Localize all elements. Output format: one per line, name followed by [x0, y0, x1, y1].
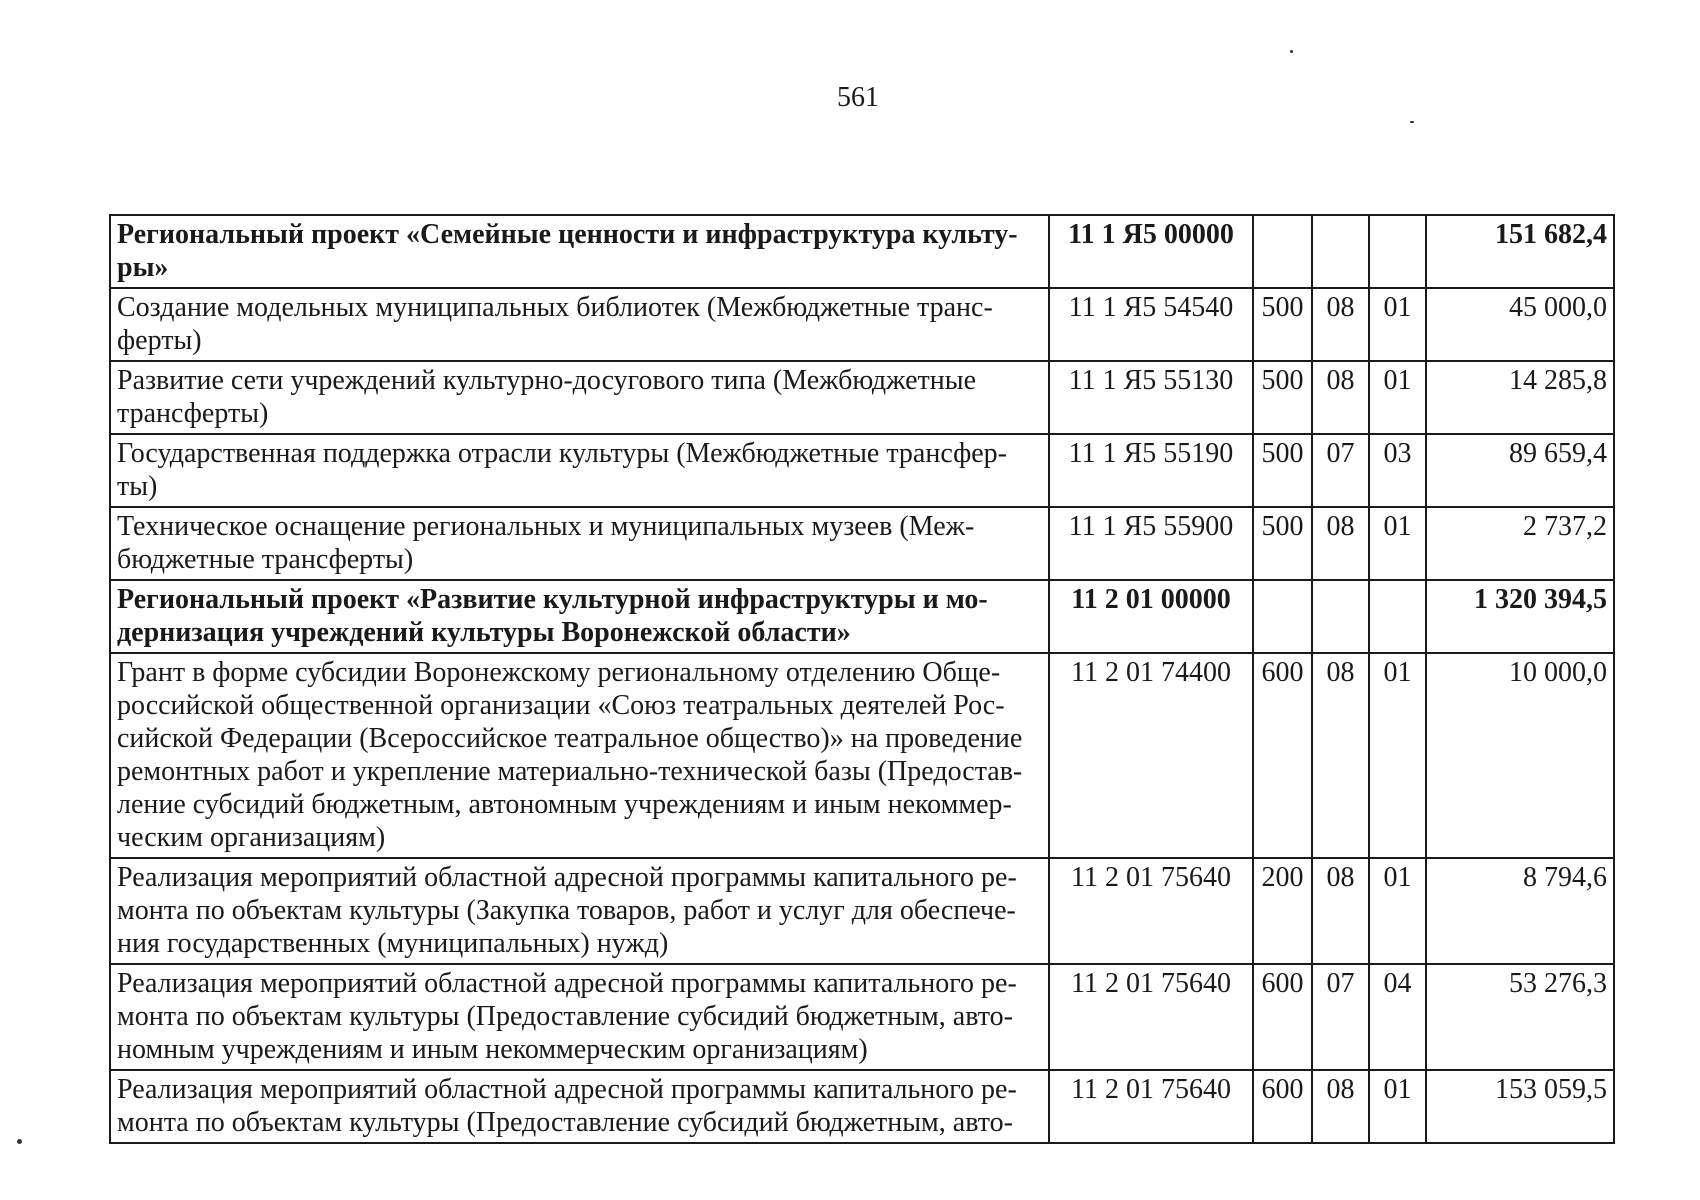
expense-name-cell: Государственная поддержка отрасли культуры (Межбюджетные трансфер-ты): [110, 434, 1049, 507]
subsection-cell: 04: [1369, 964, 1426, 1070]
expense-type-cell: 600: [1253, 1070, 1312, 1143]
subsection-cell: 01: [1369, 858, 1426, 964]
amount-cell: 89 659,4: [1426, 434, 1614, 507]
expense-name-cell: Региональный проект «Семейные ценности и инфраструктура культу-ры»: [110, 215, 1049, 288]
expense-type-cell: 600: [1253, 653, 1312, 858]
table-row: [110, 507, 1614, 580]
table-row: [110, 964, 1614, 1070]
amount-cell: 45 000,0: [1426, 288, 1614, 361]
amount-cell: 153 059,5: [1426, 1070, 1614, 1143]
expense-type-cell: 500: [1253, 507, 1312, 580]
subsection-cell: 01: [1369, 507, 1426, 580]
expense-name-cell: Реализация мероприятий областной адресной программы капитального ре-монта по объектам культуры (Предоставление субсидий бюджетным, авто-: [110, 1070, 1049, 1143]
scan-speck: [17, 1139, 22, 1144]
page-number: 561: [837, 82, 879, 113]
amount-cell: 10 000,0: [1426, 653, 1614, 858]
amount-cell: 2 737,2: [1426, 507, 1614, 580]
section-cell: 08: [1312, 653, 1369, 858]
section-cell: 07: [1312, 964, 1369, 1070]
table-row: [110, 580, 1614, 653]
target-article-cell: 11 2 01 75640: [1049, 858, 1253, 964]
expense-type-cell: 500: [1253, 361, 1312, 434]
amount-cell: 8 794,6: [1426, 858, 1614, 964]
amount-cell: 53 276,3: [1426, 964, 1614, 1070]
section-cell: [1312, 580, 1369, 653]
target-article-cell: 11 1 Я5 00000: [1049, 215, 1253, 288]
expense-name-cell: Техническое оснащение региональных и муниципальных музеев (Меж-бюджетные трансферты): [110, 507, 1049, 580]
amount-cell: 1 320 394,5: [1426, 580, 1614, 653]
expense-type-cell: 600: [1253, 964, 1312, 1070]
scan-speck: [1410, 121, 1414, 123]
expense-name-cell: Создание модельных муниципальных библиотек (Межбюджетные транс-ферты): [110, 288, 1049, 361]
scan-speck: [1290, 50, 1293, 53]
amount-cell: 14 285,8: [1426, 361, 1614, 434]
target-article-cell: 11 2 01 00000: [1049, 580, 1253, 653]
section-cell: 08: [1312, 288, 1369, 361]
expense-name-cell: Реализация мероприятий областной адресной программы капитального ре-монта по объектам культуры (Предоставление субсидий бюджетным, авто-номным учреждениям и иным некоммерческим организациям): [110, 964, 1049, 1070]
section-cell: 08: [1312, 858, 1369, 964]
subsection-cell: [1369, 215, 1426, 288]
subsection-cell: 01: [1369, 361, 1426, 434]
target-article-cell: 11 2 01 74400: [1049, 653, 1253, 858]
expense-name-cell: Региональный проект «Развитие культурной инфраструктуры и мо-дернизация учреждений культуры Воронежской области»: [110, 580, 1049, 653]
section-cell: [1312, 215, 1369, 288]
table-row: [110, 653, 1614, 858]
section-cell: 07: [1312, 434, 1369, 507]
subsection-cell: [1369, 580, 1426, 653]
expense-type-cell: [1253, 580, 1312, 653]
expense-type-cell: 500: [1253, 288, 1312, 361]
target-article-cell: 11 1 Я5 54540: [1049, 288, 1253, 361]
table-row: [110, 1070, 1614, 1143]
table-row: [110, 434, 1614, 507]
expense-type-cell: 500: [1253, 434, 1312, 507]
expense-name-cell: Развитие сети учреждений культурно-досугового типа (Межбюджетные трансферты): [110, 361, 1049, 434]
table-body: [110, 215, 1614, 1143]
section-cell: 08: [1312, 507, 1369, 580]
expense-type-cell: 200: [1253, 858, 1312, 964]
target-article-cell: 11 1 Я5 55130: [1049, 361, 1253, 434]
budget-table: [109, 214, 1615, 1144]
subsection-cell: 03: [1369, 434, 1426, 507]
expense-name-cell: Грант в форме субсидии Воронежскому региональному отделению Обще-российской общественной организации «Союз театральных деятелей Рос-сийской Федерации (Всероссийское театральное общество)» на проведение ремонтных работ и укрепление материально-технической базы (Предостав-ление субсидий бюджетным, автономным учреждениям и иным некоммер-ческим организациям): [110, 653, 1049, 858]
expense-name-cell: Реализация мероприятий областной адресной программы капитального ре-монта по объектам культуры (Закупка товаров, работ и услуг для обеспече-ния государственных (муниципальных) нужд): [110, 858, 1049, 964]
target-article-cell: 11 2 01 75640: [1049, 1070, 1253, 1143]
amount-cell: 151 682,4: [1426, 215, 1614, 288]
table-row: [110, 858, 1614, 964]
target-article-cell: 11 1 Я5 55190: [1049, 434, 1253, 507]
subsection-cell: 01: [1369, 653, 1426, 858]
table-row: [110, 215, 1614, 288]
target-article-cell: 11 2 01 75640: [1049, 964, 1253, 1070]
section-cell: 08: [1312, 1070, 1369, 1143]
target-article-cell: 11 1 Я5 55900: [1049, 507, 1253, 580]
subsection-cell: 01: [1369, 1070, 1426, 1143]
subsection-cell: 01: [1369, 288, 1426, 361]
expense-type-cell: [1253, 215, 1312, 288]
table-row: [110, 288, 1614, 361]
table-row: [110, 361, 1614, 434]
section-cell: 08: [1312, 361, 1369, 434]
